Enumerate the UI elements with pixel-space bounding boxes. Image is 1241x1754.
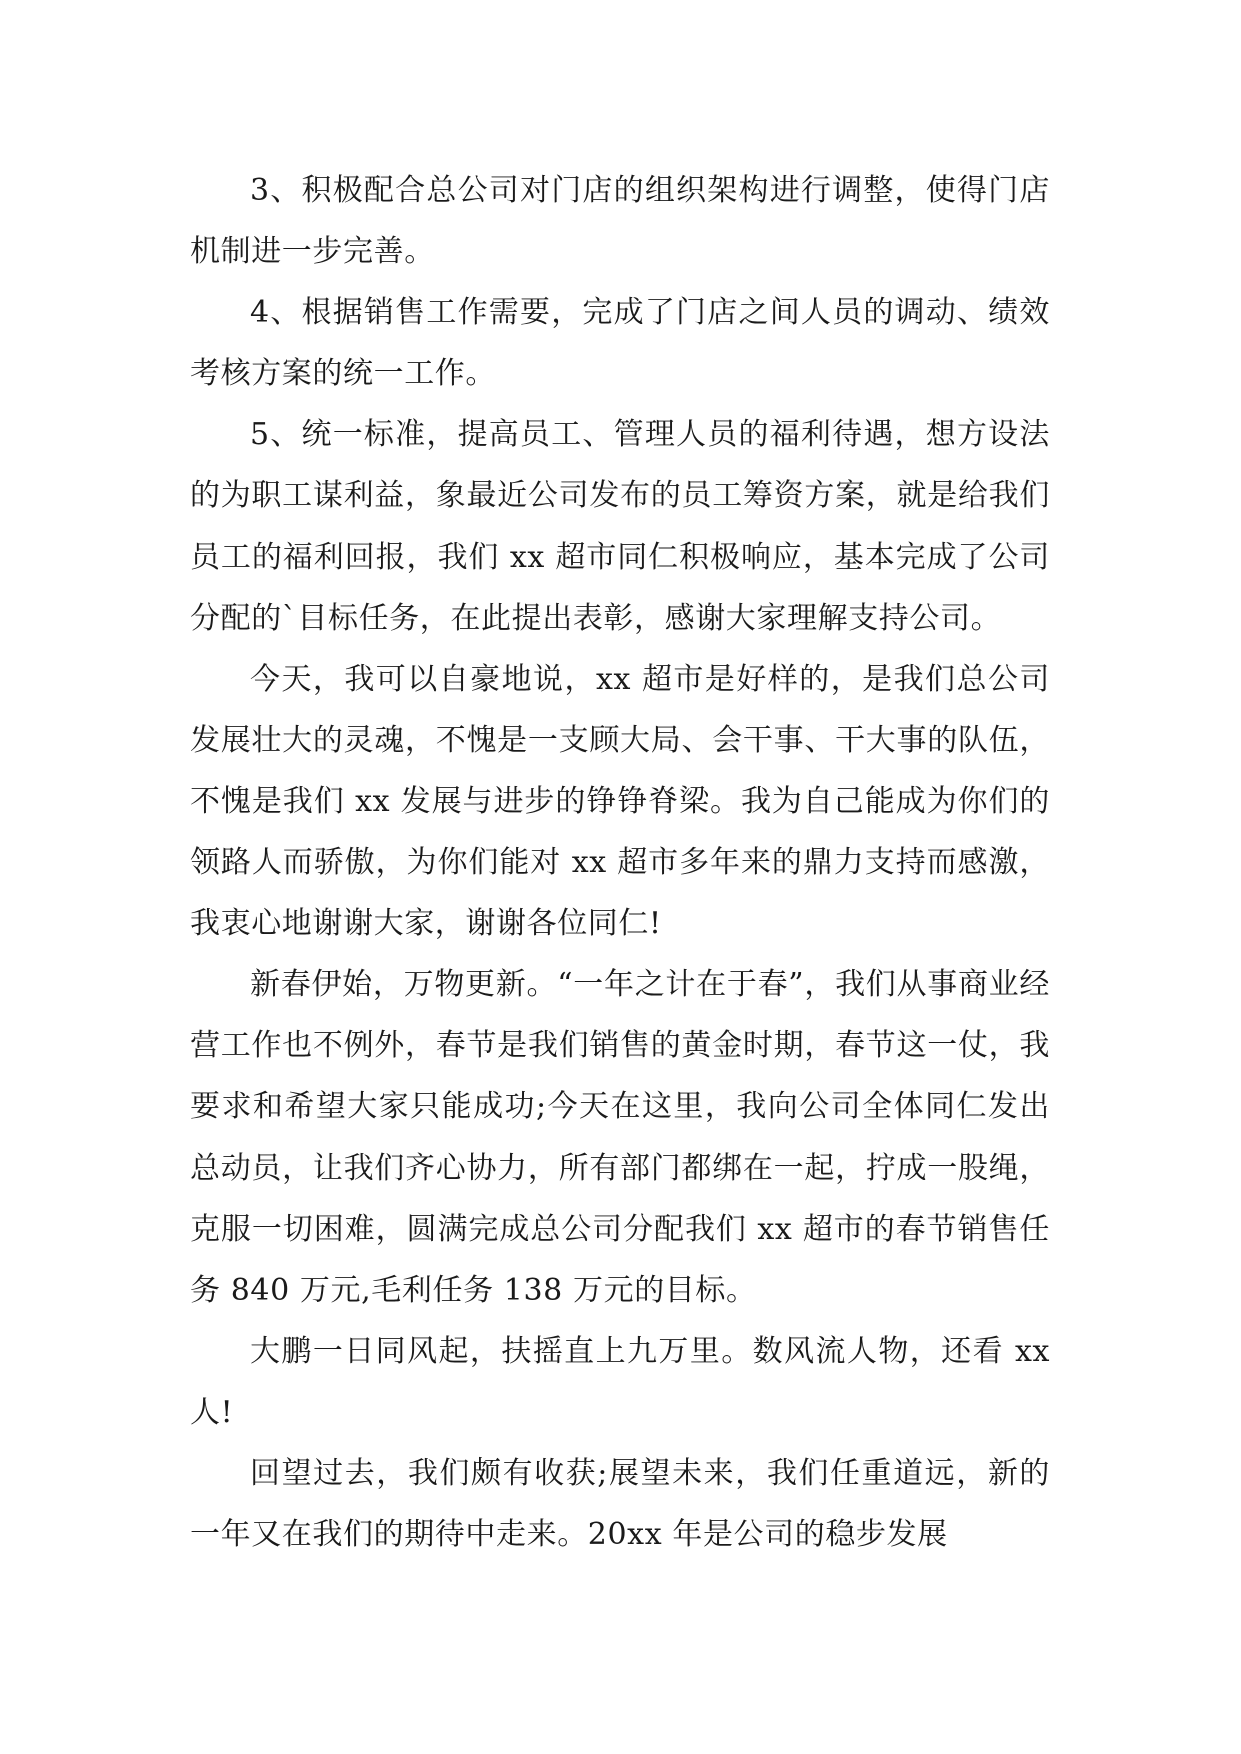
paragraph-item-4: 4、根据销售工作需要，完成了门店之间人员的调动、绩效考核方案的统一工作。 xyxy=(190,295,1050,392)
document-body xyxy=(190,160,1050,1565)
paragraph-new-spring: 新春伊始，万物更新。“一年之计在于春”，我们从事商业经营工作也不例外，春节是我们销售的黄金时期，春节这一仗，我要求和希望大家只能成功;今天在这里，我向公司全体同仁发出总动员，让我们齐心协力，所有部门都绑在一起，拧成一股绳，克服一切困难，圆满完成总公司分配我们 xx 超市的春节销售任务 840 万元,毛利任务 138 万元的目标。 xyxy=(190,967,1050,1308)
paragraph-item-5: 5、统一标准，提高员工、管理人员的福利待遇，想方设法的为职工谋利益，象最近公司发布的员工筹资方案，就是给我们员工的福利回报，我们 xx 超市同仁积极响应，基本完成了公司分配的`目标任务，在此提出表彰，感谢大家理解支持公司。 xyxy=(190,417,1050,636)
paragraph-pride: 今天，我可以自豪地说，xx 超市是好样的，是我们总公司发展壮大的灵魂，不愧是一支顾大局、会干事、干大事的队伍，不愧是我们 xx 发展与进步的铮铮脊梁。我为自己能成为你们的领路人而骄傲，为你们能对 xx 超市多年来的鼎力支持而感激，我衷心地谢谢大家，谢谢各位同仁! xyxy=(190,661,1050,942)
paragraph-item-3: 3、积极配合总公司对门店的组织架构进行调整，使得门店机制进一步完善。 xyxy=(190,173,1050,270)
paragraph-outlook: 回望过去，我们颇有收获;展望未来，我们任重道远，新的一年又在我们的期待中走来。20xx 年是公司的稳步发展 xyxy=(190,1455,1050,1553)
paragraph-dapeng: 大鹏一日同风起，扶摇直上九万里。数风流人物，还看 xx 人! xyxy=(190,1333,1050,1430)
